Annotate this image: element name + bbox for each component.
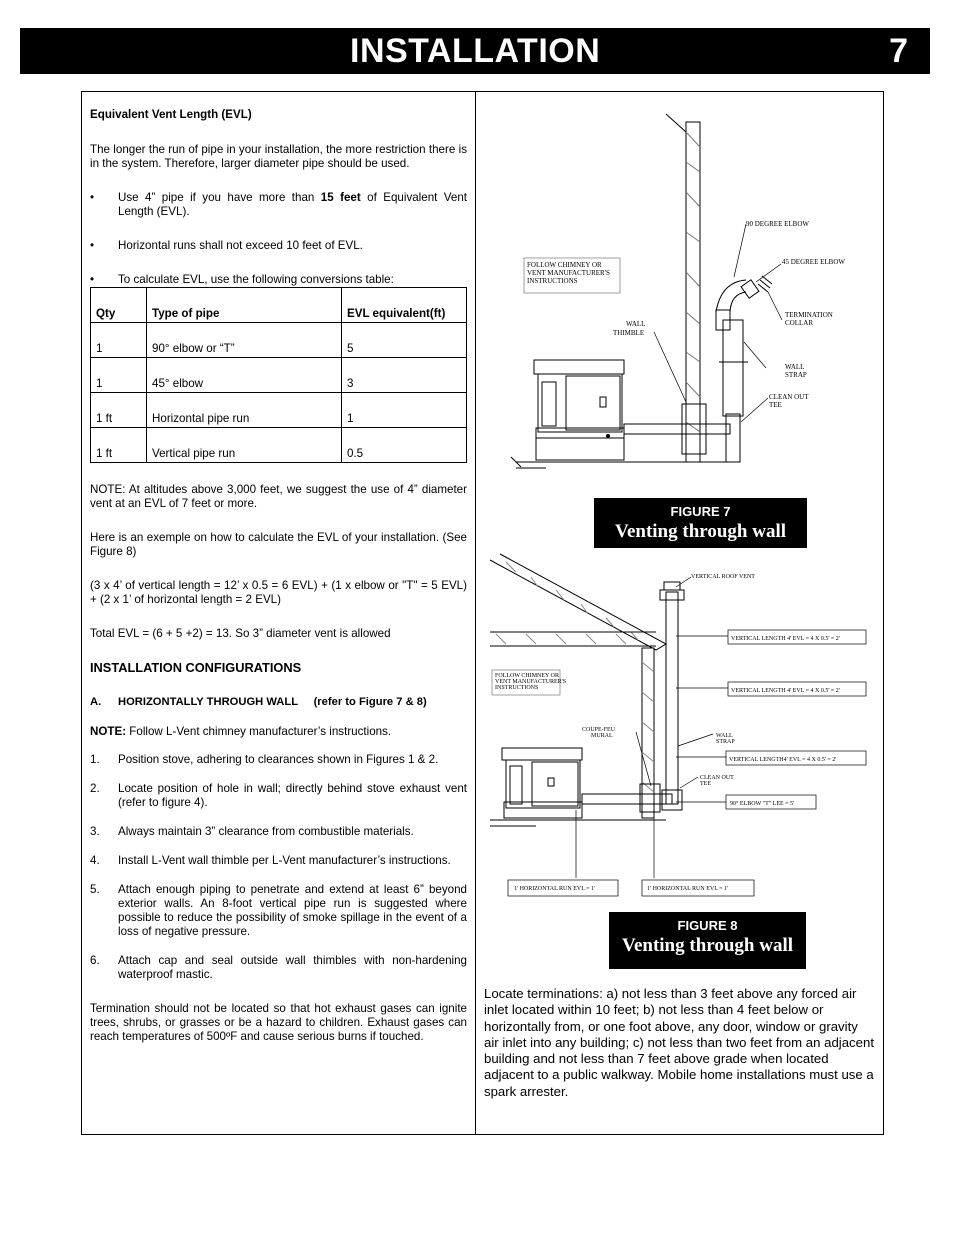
fig7-collar-label: TERMINATION bbox=[785, 311, 833, 319]
svg-text:INSTRUCTIONS: INSTRUCTIONS bbox=[495, 685, 539, 691]
example-intro: Here is an exemple on how to calculate the EVL of your installation. (See Figure 8) bbox=[90, 531, 467, 558]
fig7-strap-label: WALL bbox=[785, 363, 805, 371]
svg-text:TEE: TEE bbox=[769, 401, 782, 409]
step-item: 5. Attach enough piping to penetrate and extend at least 6” beyond exterior walls. An 8-foot vertical pipe run is suggested where possible to reduce the possibility of smoke spillage in the event of a loss of negative pressure. bbox=[90, 883, 467, 938]
fig7-elbow90-label: 90 DEGREE ELBOW bbox=[746, 220, 809, 228]
page-number: 7 bbox=[889, 32, 908, 70]
section-a-heading: A. HORIZONTALLY THROUGH WALL (refer to Figure 7 & 8) bbox=[90, 696, 427, 708]
evl-heading: Equivalent Vent Length (EVL) bbox=[90, 108, 252, 121]
fig7-elbow45-label: 45 DEGREE ELBOW bbox=[782, 258, 845, 266]
svg-text:STRAP: STRAP bbox=[716, 739, 735, 745]
step-item: 1. Position stove, adhering to clearances shown in Figures 1 & 2. bbox=[90, 753, 439, 766]
lvent-note: NOTE: Follow L-Vent chimney manufacturer’s instructions. bbox=[90, 725, 392, 738]
svg-text:VENT MANUFACTURER'S: VENT MANUFACTURER'S bbox=[527, 269, 610, 277]
fig8-strap-label: WALL bbox=[716, 733, 733, 739]
page-header bbox=[20, 28, 930, 74]
step-item: 4. Install L-Vent wall thimble per L-Vent manufacturer’s instructions. bbox=[90, 854, 451, 867]
fig8-horizontal-run-2: 1' HORIZONTAL RUN EVL = 1' bbox=[647, 886, 729, 892]
evl-conversion-table bbox=[90, 287, 467, 463]
table-row: 1 90° elbow or “T” 5 bbox=[91, 323, 467, 358]
bullet-item: • To calculate EVL, use the following conversions table: bbox=[90, 273, 394, 286]
fig7-tee-label: CLEAN OUT bbox=[769, 393, 809, 401]
table-row: 1 ft Vertical pipe run 0.5 bbox=[91, 428, 467, 463]
fig8-horizontal-run-1: 1' HORIZONTAL RUN EVL = 1' bbox=[514, 886, 596, 892]
table-row: 1 ft Horizontal pipe run 1 bbox=[91, 393, 467, 428]
stove-illustration bbox=[502, 748, 582, 818]
svg-text:TEE: TEE bbox=[700, 781, 711, 787]
example-calculation: (3 x 4’ of vertical length = 12’ x 0.5 = 6 EVL) + (1 x elbow or "T" = 5 EVL) + (2 x 1’ of horizontal length = 2 EVL) bbox=[90, 579, 467, 606]
figure8-caption: Venting through wall bbox=[621, 935, 794, 956]
fig8-vertical-length-3: VERTICAL LENGTH4' EVL = 4 X 0.5' = 2' bbox=[729, 757, 837, 763]
fig8-vertical-length-1: VERTICAL LENGTH 4' EVL = 4 X 0.5' = 2' bbox=[731, 636, 840, 642]
figure8-label: FIGURE 8 bbox=[677, 918, 738, 933]
bullet-marker: • bbox=[90, 191, 95, 204]
svg-text:COLLAR: COLLAR bbox=[785, 319, 813, 327]
fig8-elbow-label: 90° ELBOW "T" LEE = 5' bbox=[730, 801, 795, 807]
table-row: 1 45° elbow 3 bbox=[91, 358, 467, 393]
step-item: 2. Locate position of hole in wall; directly behind stove exhaust vent (refer to figure 4). bbox=[90, 782, 467, 809]
altitude-note: NOTE: At altitudes above 3,000 feet, we suggest the use of 4” diameter vent at an EVL of 7 feet or more. bbox=[90, 483, 467, 510]
terminations-text: Locate terminations: a) not less than 3 feet above any forced air inlet located within 10 feet; b) not less than 4 feet below or horizontally from, or one foot above, any door, window or gravity air inlet into any building; c) not less than two feet from an adjacent building and not less than 7 feet above grade when located adjacent to a public walkway. Mobile home installations must use a spark arrester. bbox=[484, 986, 874, 1099]
bullet-item: • Use 4” pipe if you have more than 15 feet of Equivalent Vent Length (EVL). bbox=[90, 191, 468, 218]
total-evl: Total EVL = (6 + 5 +2) = 13. So 3” diameter vent is allowed bbox=[90, 627, 391, 640]
figure7-caption-box bbox=[594, 498, 807, 548]
svg-text:VENT MANUFACTURER'S: VENT MANUFACTURER'S bbox=[495, 679, 567, 685]
svg-text:THIMBLE: THIMBLE bbox=[613, 329, 645, 337]
fig7-follow-label: FOLLOW CHIMNEY OR bbox=[527, 261, 602, 269]
step-item: 3. Always maintain 3” clearance from combustible materials. bbox=[90, 825, 414, 838]
stove-illustration bbox=[534, 360, 624, 460]
exterior-wall bbox=[686, 122, 700, 462]
evl-intro: The longer the run of pipe in your installation, the more restriction there is in the system. Therefore, larger diameter pipe should be used. bbox=[90, 143, 467, 170]
exterior-wall bbox=[642, 648, 654, 818]
config-heading: INSTALLATION CONFIGURATIONS bbox=[90, 660, 302, 675]
fig7-thimble-label: WALL bbox=[626, 320, 646, 328]
svg-text:STRAP: STRAP bbox=[785, 371, 807, 379]
table-header-row: Qty Type of pipe EVL equivalent(ft) bbox=[91, 288, 467, 323]
fig8-vertical-length-2: VERTICAL LENGTH 4' EVL = 4 X 0.5' = 2' bbox=[731, 688, 840, 694]
bullet-item: • Horizontal runs shall not exceed 10 feet of EVL. bbox=[90, 239, 363, 252]
termination-warning: Termination should not be located so that hot exhaust gases can ignite trees, shrubs, or grasses or be a hazard to children. Exhaust gases can reach temperatures of 500ºF and cause serious burns if touched. bbox=[90, 1002, 467, 1043]
figure8-diagram bbox=[476, 552, 883, 902]
bullet-marker: • bbox=[90, 239, 95, 252]
step-item: 6. Attach cap and seal outside wall thimbles with non-hardening waterproof mastic. bbox=[90, 954, 467, 981]
fig8-follow-label: FOLLOW CHIMNEY OR bbox=[495, 673, 559, 679]
svg-text:INSTRUCTIONS: INSTRUCTIONS bbox=[527, 277, 578, 285]
page-title: INSTALLATION bbox=[350, 32, 601, 70]
figure8-caption-box bbox=[609, 912, 806, 969]
figure7-label: FIGURE 7 bbox=[670, 504, 731, 519]
fig8-tee-label: CLEAN OUT bbox=[700, 775, 734, 781]
svg-text:MURAL: MURAL bbox=[591, 733, 613, 739]
bullet-marker: • bbox=[90, 273, 95, 286]
fig8-coupe-feu-label: COUPE-FEU bbox=[582, 727, 616, 733]
figure7-caption: Venting through wall bbox=[614, 521, 787, 542]
left-column bbox=[90, 108, 467, 1044]
fig8-roof-vent-label: VERTICAL ROOF VENT bbox=[691, 574, 755, 580]
